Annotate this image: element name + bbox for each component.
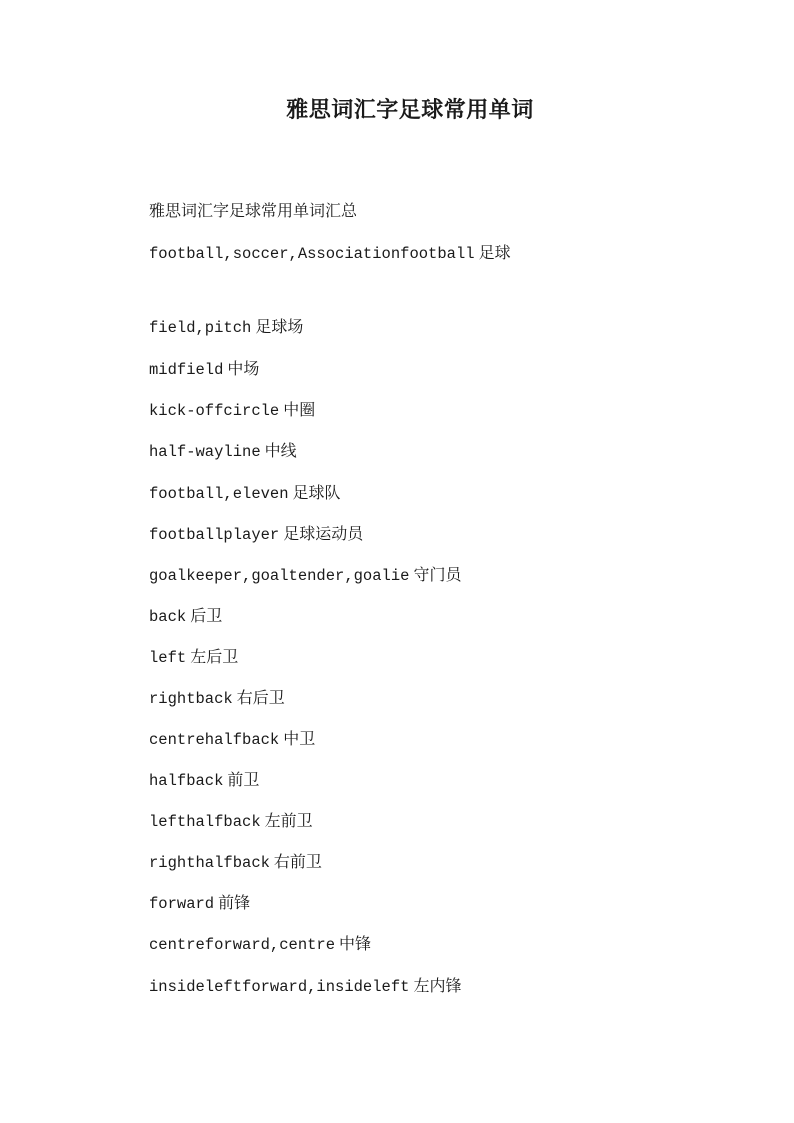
entry-chinese: 足球 [478, 243, 511, 262]
vocab-entry [149, 481, 341, 506]
entry-english: footballplayer [149, 526, 280, 544]
document-title: 雅思词汇字足球常用单词 [286, 97, 534, 123]
vocab-entry [149, 686, 285, 711]
entry-english: half-wayline [149, 443, 261, 461]
entry-english: left [149, 649, 187, 667]
entry-english: rightback [149, 690, 233, 708]
entry-chinese: 中锋 [339, 934, 372, 953]
entry-english: centreforward,centre [149, 936, 336, 954]
entry-english: goalkeeper,goaltender,goalie [149, 567, 410, 585]
vocab-entry [149, 398, 315, 423]
vocab-entry [149, 604, 222, 629]
vocab-entry [149, 727, 315, 752]
vocab-entry [149, 522, 363, 547]
entry-chinese: 守门员 [413, 565, 462, 584]
entry-english: midfield [149, 361, 224, 379]
entry-english: insideleftforward,insideleft [149, 978, 410, 996]
entry-chinese: 前锋 [218, 893, 251, 912]
entry-english: football,eleven [149, 485, 289, 503]
vocab-entry [149, 932, 371, 957]
entry-chinese: 中线 [264, 441, 297, 460]
vocab-entry [149, 850, 322, 875]
entry-chinese: 前卫 [227, 770, 260, 789]
vocab-entry [149, 563, 461, 588]
entry-english: halfback [149, 772, 224, 790]
entry-english: righthalfback [149, 854, 270, 872]
vocab-entry [149, 891, 250, 916]
entry-english: field,pitch [149, 319, 252, 337]
entry-chinese: 中卫 [283, 729, 316, 748]
entry-chinese: 足球运动员 [283, 524, 364, 543]
entry-chinese: 左前卫 [264, 811, 313, 830]
entry-chinese: 左后卫 [190, 647, 239, 666]
entry-english: back [149, 608, 187, 626]
vocab-entry [149, 315, 303, 340]
entry-chinese: 足球队 [292, 483, 341, 502]
vocab-entry [149, 768, 259, 793]
vocab-entry [149, 241, 511, 266]
vocab-entry [149, 357, 259, 382]
vocab-entry [149, 974, 461, 999]
entry-chinese: 右后卫 [236, 688, 285, 707]
entry-chinese: 左内锋 [413, 976, 462, 995]
vocab-entry [149, 645, 238, 670]
entry-english: kick-offcircle [149, 402, 280, 420]
entry-english: lefthalfback [149, 813, 261, 831]
document-subtitle: 雅思词汇字足球常用单词汇总 [149, 201, 358, 220]
entry-chinese: 中圈 [283, 400, 316, 419]
entry-chinese: 中场 [227, 359, 260, 378]
entry-english: forward [149, 895, 215, 913]
entry-chinese: 后卫 [190, 606, 223, 625]
entry-chinese: 右前卫 [273, 852, 322, 871]
vocab-entry [149, 809, 313, 834]
entry-chinese: 足球场 [255, 317, 304, 336]
vocab-entry [149, 439, 297, 464]
entry-english: centrehalfback [149, 731, 280, 749]
entry-english: football,soccer,Associationfootball [149, 245, 475, 263]
